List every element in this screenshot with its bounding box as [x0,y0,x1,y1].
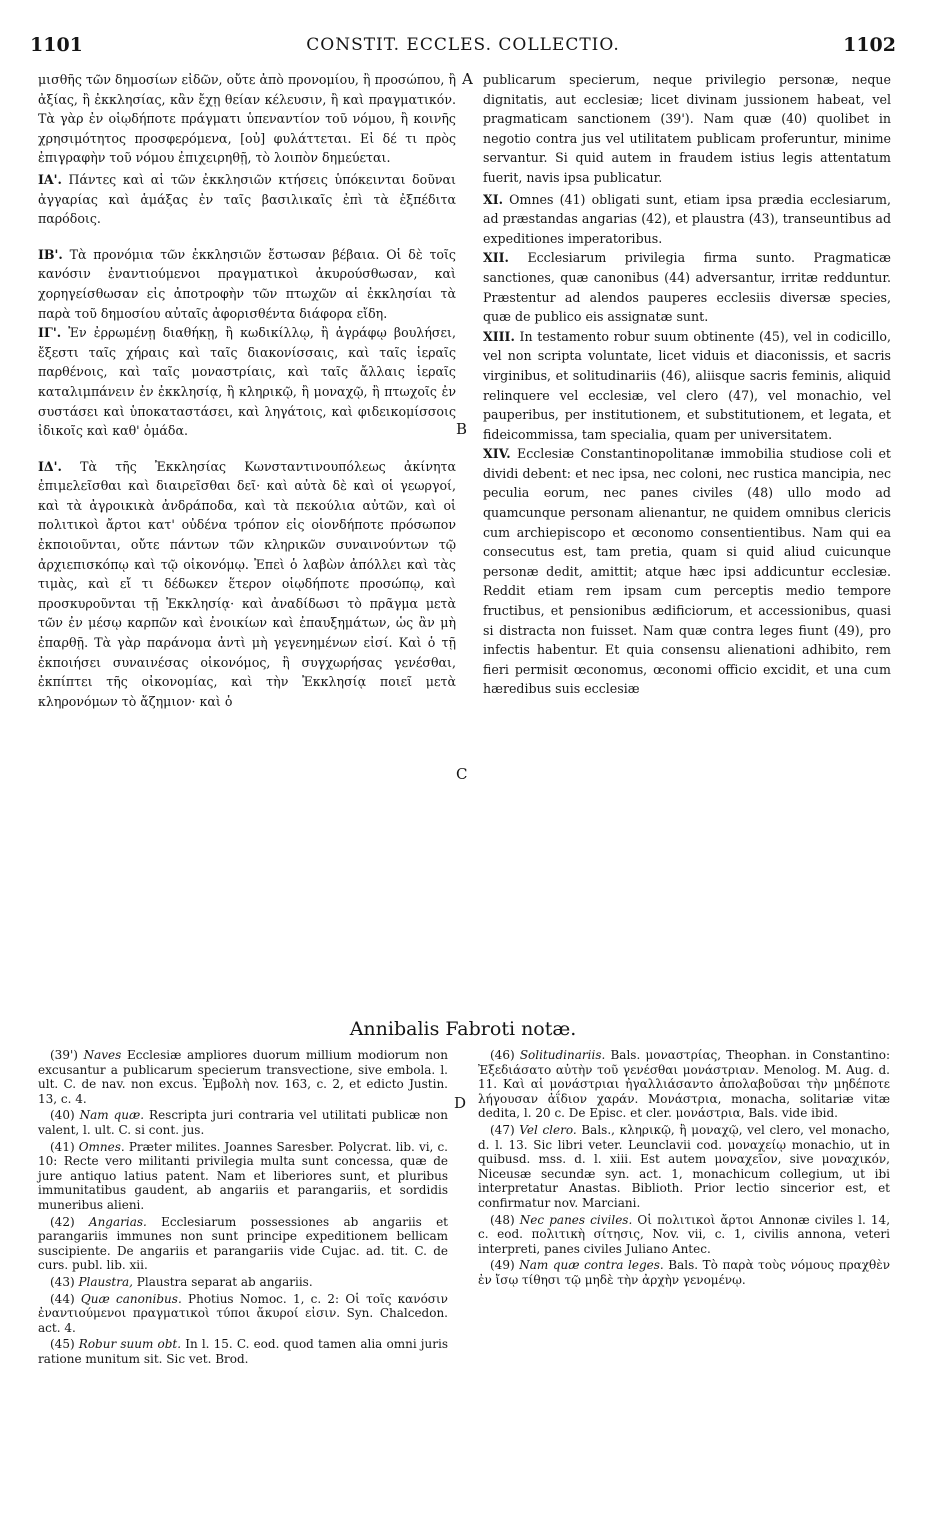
section-text: In testamento robur suum obtinente (45), vel in codicillo, vel non scripta voluntate, licet viduis et diaconissis, et sacris virginibus, et solitudinariis (46), aliisque sacris feminis, aliquid relinquere vel ecclesiæ, vel clero (47), vel monachio, vel pauperibus, per institutionem, et substitutionem, et legata, et fideicommissa, tam specialia, quam per universitatem. [483,328,891,442]
section-text: Τὰ τῆς Ἐκκλησίας Κωνσταντινουπόλεως ἀκίνητα ἐπιμελεῖσθαι καὶ διαιρεῖσθαι δεῖ· καὶ αὐτὰ δὲ καὶ οἱ γεωργοί, καὶ τὰ ἀγροικικὰ ἀνδράποδα, καὶ τὰ πεκούλια αὐτῶν, καὶ οἱ πολιτικοὶ ἄρτοι κατ' οὐδένα τρόπον εἰς οἱονδήποτε πρόσωπον ἐκποιοῦνται, οὔτε πάντων τῶν κληρικῶν συναινούντων τῷ ἀρχιεπισκόπῳ καὶ τῷ οἰκονόμῳ. Ἐπεὶ ὁ λαβὼν ἀπόλλει καὶ τὰς τιμὰς, καὶ εἴ τι δέδωκεν ἕτερον οἱῳδήποτε προσώπῳ, καὶ προσκυροῦνται τῇ Ἐκκλησίᾳ· καὶ ἀναδίδωσι τὸ πρᾶγμα μετὰ τῶν ἐν μέσῳ καρπῶν καὶ ἐνοικίων καὶ ἐπαυξημάτων, ὡς ἂν μὴ ἐπαρθῇ. Τὰ γὰρ παράνομα ἀντὶ μὴ γεγενημένων εἰσί. Καὶ ὁ τῇ ἐκποιήσει συναινέσας οἰκονόμος, ἢ συγχωρήσας γενέσθαι, ἐκπίπτει τῆς οἰκονομίας, καὶ τὴν Ἐκκλησίᾳ ποιεῖ μετὰ κληρονόμων τὸ ἄζημιον· καὶ ὁ [38,458,456,709]
footnote-text: Bals. Τὸ παρὰ τοὺς νόμους πραχθὲν ἐν ἴσῳ τίθησι τῷ μηδὲ τὴν ἀρχὴν γενομένῳ. [478,1258,890,1287]
page-number-right: 1102 [843,34,896,56]
margin-marker-d: D [454,1094,467,1112]
footnote [478,1258,890,1287]
footnote [38,1275,448,1290]
section-text: Τὰ προνόμια τῶν ἐκκλησιῶν ἔστωσαν βέβαια. Οἱ δὲ τοῖς κανόσιν ἐναντιούμενοι πραγματικοὶ ἀκυρούσθωσαν, καὶ χορηγείσθωσαν εἰς ἀποτροφὴν τῶν πτωχῶν αἱ ἐκκλησίαι τὰ παρὰ τοῦ δημοσίου αὐταῖς ἀφορισθέντα διάφορα εἴδη. [38,246,456,321]
section-number: ΙΑ'. [38,171,62,187]
section-number: ΙΔ'. [38,458,62,474]
section-text: Ecclesiarum privilegia firma sunto. Pragmaticæ sanctiones, quæ canonibus (44) adversantur, irritæ redduntur. Præstentur ad alendos pauperes ecclesiis diversæ species, quæ de publico eis assignatæ sunt. [483,250,891,325]
notes-left-column [38,1048,448,1368]
footnote-text: Plaustra separat ab angariis. [136,1274,313,1289]
section-number: XIII. [483,328,515,344]
section-number: XI. [483,191,504,207]
margin-marker-b: B [456,420,468,438]
footnote-text: Οἱ πολιτικοὶ ἄρτοι Annonæ civiles l. 14, c. eod. πολιτικὴ σίτησις, Nov. vii, c. 1, civilis annona, veteri interpreti, panes civiles Juliano Antec. [478,1212,891,1256]
latin-section-12 [483,248,891,326]
footnote [38,1215,448,1273]
margin-marker-a: A [462,70,473,88]
footnote-text: In l. 15. C. eod. quod tamen alia omni juris ratione munitum sit. Sic vet. Brod. [38,1337,448,1366]
footnote-text: Præter milites. Joannes Saresber. Polycrat. lib. vi, c. 10: Recte vero militanti privilegia multa sunt concessa, quæ de jure antiquo latius patent. Nam et liberiores sunt, et pluribus immunitatibus gaudent, ab angariis et parangariis, et sordidis muneribus alieni. [38,1139,448,1212]
footnote [38,1292,448,1336]
latin-section-14 [483,444,891,699]
footnote-text: Rescripta juri contraria vel utilitati publicæ non valent, l. ult. C. si cont. jus. [38,1108,448,1137]
footnote [38,1140,448,1213]
greek-section-12 [38,245,456,323]
footnote-number: (39') [50,1048,78,1062]
footnote-lemma: Nam quæ contra leges. [519,1258,664,1273]
footnote [478,1123,890,1211]
footnote-text: Bals., κληρικῷ, ἢ μοναχῷ, vel clero, vel monacho, d. l. 13. Sic libri veter. Leunclavii cod. μοναχείῳ monachio, ut in quibusd. mss. d. l. xiii. Est autem μοναχεῖον, sive μοναχικόν, Niceusæ secundæ syn. act. 1, monachicum collegium, ut ibi interpretatur Anastas. Biblioth. Prior lectio sincerior est, et confirmatur nov. Marciani. [478,1122,890,1210]
footnote-lemma: Naves [83,1048,122,1062]
footnote-lemma: Quæ canonibus. [80,1291,182,1306]
greek-paragraph-continued: μισθῆς τῶν δημοσίων εἰδῶν, οὔτε ἀπὸ προνομίου, ἢ προσώπου, ἢ ἀξίας, ἢ ἐκκλησίας, κἂν ἔχῃ θείαν κέλευσιν, ἢ καὶ πραγματικόν. Τὰ γὰρ ἐν οἱῳδήποτε πράγματι ὑπεναντίον τοῦ νόμου, ἢ κοινῆς χρησιμότητος προσφερόμενα, [οὐ] φυλάττεται. Εἰ δέ τι πρὸς ἐπιγραφὴν τοῦ νόμου ἐπιχειρηθῇ, τὸ λοιπὸν δημεύεται. [38,72,456,166]
footnote-lemma: Solitudinariis. [519,1048,606,1062]
footnote-text: Ecclesiarum possessiones ab angariis et parangariis immunes non sunt principe expeditionem bellicam suscipiente. De angariis et parangariis vide Cujac. ad. tit. C. de curs. publ. lib. xii. [38,1214,448,1273]
greek-section-11 [38,170,456,229]
footnote-lemma: Nec panes civiles. [519,1212,633,1227]
footnote-lemma: Plaustra, [78,1274,133,1289]
footnote-number: (46) [490,1048,515,1062]
section-text: Omnes (41) obligati sunt, etiam ipsa prædia ecclesiarum, ad præstandas angarias (42), et plaustra (43), transeuntibus ad expeditiones imperatoribus. [483,191,891,246]
latin-section-11 [483,190,891,249]
footnote [478,1213,890,1257]
section-number: ΙΒ'. [38,246,63,262]
footnote-number: (49) [490,1258,515,1273]
greek-column [38,70,456,711]
section-text: Πάντες καὶ αἱ τῶν ἐκκλησιῶν κτήσεις ὑπόκεινται δοῦναι ἀγγαρίας καὶ ἁμάξας ἐν ταῖς βασιλικαῖς ἐπὶ τὰ ἐξπέδιτα παρόδοις. [38,171,456,227]
section-number: ΙΓ'. [38,325,62,341]
page-number-left: 1101 [30,34,83,56]
footnote [38,1337,448,1366]
margin-marker-c: C [456,765,468,783]
footnote-number: (42) [50,1214,75,1229]
footnote-text: Ecclesiæ ampliores duorum millium modiorum non excusantur a publicarum specierum transvectione, sive embola. l. ult. C. de nav. non excus. Ἐμβολὴ nov. 163, c. 2, et edicto Justin. 13, c. 4. [38,1048,448,1106]
notes-heading: Annibalis Fabroti notæ. [349,1018,577,1040]
footnote-number: (41) [50,1139,75,1154]
section-number: XIV. [483,446,511,462]
footnote-number: (43) [50,1274,75,1289]
footnote [38,1048,448,1106]
latin-section-13 [483,327,891,445]
footnote-number: (48) [490,1212,515,1227]
footnote-number: (40) [50,1108,75,1123]
footnote-lemma: Omnes. [78,1139,125,1154]
greek-section-13 [38,323,456,441]
section-text: Ἐν ἐρρωμένῃ διαθήκῃ, ἢ κωδικίλλῳ, ἢ ἀγράφῳ βουλήσει, ἔξεστι ταῖς χήραις καὶ ταῖς διακονίσσαις, καὶ ταῖς ἱεραῖς παρθένοις, καὶ ταῖς μοναστρίαις, καὶ ταῖς ἄλλαις ἱεραῖς καταλιμπάνειν ἐν ἐκκλησίᾳ, ἢ κληρικῷ, ἢ μοναχῷ, ἢ πτωχοῖς ἐν συστάσει καὶ ὑποκαταστάσει, καὶ ληγάτοις, καὶ φιδεικομίσσοις ἰδικοῖς καὶ καθ' ὁμάδα. [38,325,456,439]
footnote-number: (47) [490,1122,515,1137]
footnote-lemma: Nam quæ. [79,1108,145,1123]
latin-column [483,70,891,699]
footnote-lemma: Angarias. [88,1214,147,1229]
running-header [30,34,896,64]
footnote [478,1048,890,1121]
latin-paragraph-continued: publicarum specierum, neque privilegio personæ, neque dignitatis, aut ecclesiæ; licet divinam jussionem habeat, vel pragmaticam sanctionem (39'). Nam quæ (40) quolibet in negotio contra jus vel utilitatem publicam proferuntur, minime servantur. Si quid autem in fraudem istius legis attentatum fuerit, navis ipsa publicatur. [483,72,891,185]
footnote-text: Photius Nomoc. 1, c. 2: Οἱ τοῖς κανόσιν ἐναντιούμενοι πραγματικοὶ τύποι ἄκυροί εἰσιν. Syn. Chalcedon. act. 4. [38,1291,448,1335]
footnote-lemma: Vel clero. [519,1122,577,1137]
footnote-text: Bals. μοναστρίας, Theophan. in Constantino: Ἐξεδιάσατο αὐτὴν τοῦ γενέσθαι μονάστριαν. Menolog. M. Aug. d. 11. Καὶ αἱ μονάστριαι ἠγαλλιάσαντο ἀπολαβοῦσαι τὴν μηδέποτε λήγουσαν ἀΐδιον χαράν. Μονάστρια, monacha, solitariæ vitæ dedita, l. 20 c. De Episc. et cler. μονάστρια, Bals. vide ibid. [478,1048,890,1121]
footnote-lemma: Robur suum obt. [78,1337,182,1352]
footnote [38,1108,448,1137]
greek-section-14 [38,457,456,712]
section-text: Ecclesiæ Constantinopolitanæ immobilia studiose coli et dividi debent: et nec ipsa, nec coloni, nec rustica mancipia, nec peculia eorum, nec panes civiles (48) ullo modo ad quamcunque personam alienantur, ne quidem omnibus clericis cum archiepiscopo et œconomo consentientibus. Nam qui ea consecutus est, tam pretia, quam si quid aliud cuicunque personæ dedit, amittit; atque hæc ipsi addicuntur ecclesiæ. Reddit etiam rem ipsam cum perceptis medio tempore fructibus, et pensionibus ædificiorum, et accessionibus, quasi si distracta non fuisset. Nam quæ contra leges fiunt (49), pro infectis habentur. Et quia consensu alienationi adhibito, rem fieri permisit œconomus, œconomi officio excidit, et una cum hæredibus suis ecclesiæ [483,446,891,697]
footnote-number: (44) [50,1291,75,1306]
section-number: XII. [483,250,509,266]
footnote-number: (45) [50,1337,75,1352]
running-title: CONSTIT. ECCLES. COLLECTIO. [306,35,620,55]
notes-right-column [478,1048,890,1290]
